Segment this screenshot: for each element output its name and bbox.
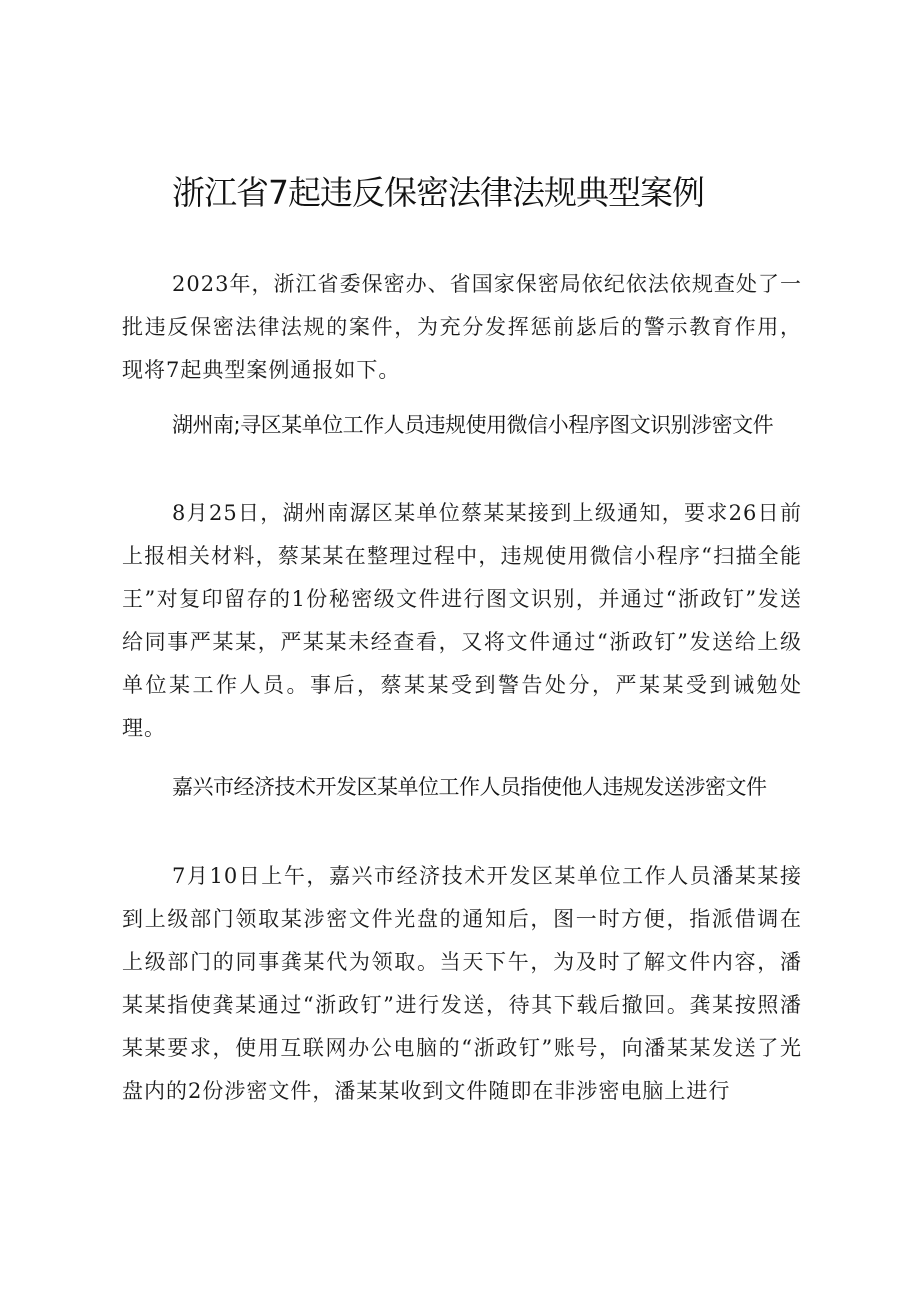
case-body: 8月25日，湖州南潺区某单位蔡某某接到上级通知，要求26日前上报相关材料，蔡某某在整理过程中，违规使用微信小程序“扫描全能王”对复印留存的1份秘密级文件进行图文识别，并通过“浙政钉”发送给同事严某某，严某某未经查看，又将文件通过“浙政钉”发送给上级单位某工作人员。事后，蔡某某受到警告处分，严某某受到诫勉处理。 — [122, 501, 802, 740]
case-body: 7月10日上午，嘉兴市经济技术开发区某单位工作人员潘某某接到上级部门领取某涉密文件光盘的通知后，图一时方便，指派借调在上级部门的同事龚某代为领取。当天下午，为及时了解文件内容，潘某某指使龚某通过“浙政钉”进行发送，待其下载后撤回。龚某按照潘某某要求，使用互联网办公电脑的“浙政钉”账号，向潘某某发送了光盘内的2份涉密文件，潘某某收到文件随即在非涉密电脑上进行 — [122, 864, 802, 1103]
case-heading: 湖州南;寻区某单位工作人员违规使用微信小程序图文识别涉密文件 — [172, 413, 774, 437]
intro-paragraph: 2023年，浙江省委保密办、省国家保密局依纪依法依规查处了一批违反保密法律法规的案件，为充分发挥惩前毖后的警示教育作用，现将7起典型案例通报如下。 — [122, 272, 802, 382]
case-heading: 嘉兴市经济技术开发区某单位工作人员指使他人违规发送涉密文件 — [172, 775, 767, 799]
document-title: 浙江省7起违反保密法律法规典型案例 — [172, 173, 704, 212]
